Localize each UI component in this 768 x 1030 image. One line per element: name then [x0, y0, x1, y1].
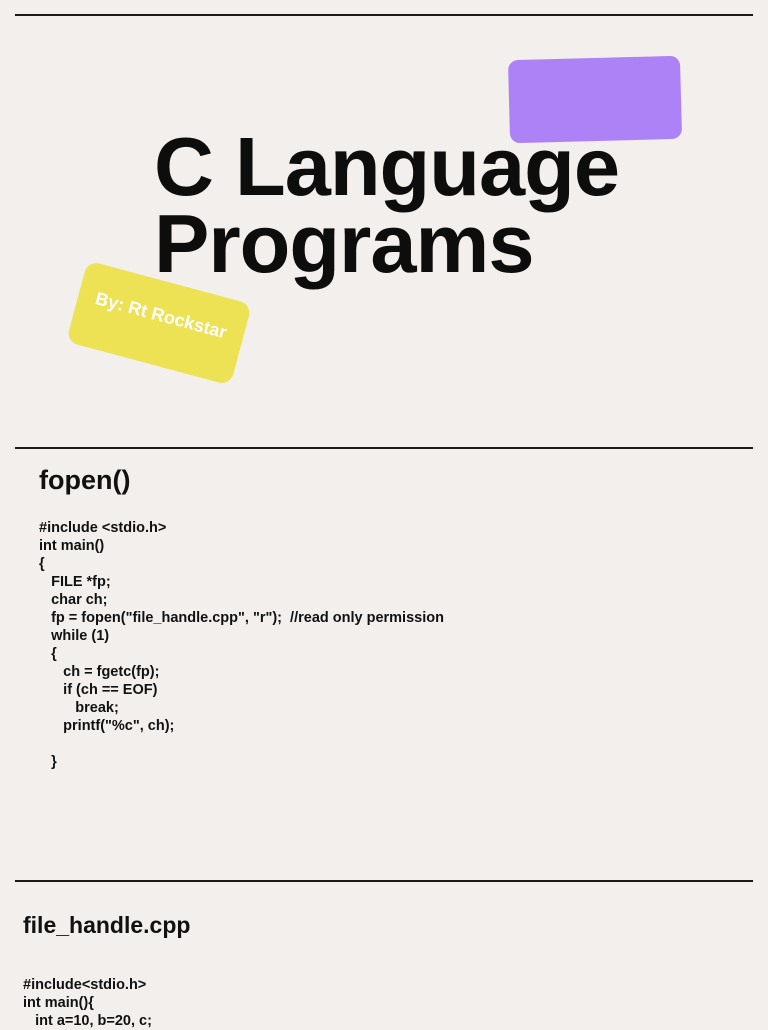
section-title-fopen: fopen() [39, 465, 131, 495]
section-title-file-handle: file_handle.cpp [23, 912, 191, 938]
cover-title [154, 120, 619, 290]
cover-title-line-2: Programs [154, 197, 534, 290]
top-divider [15, 14, 753, 16]
code-block-file-handle: #include<stdio.h> int main(){ int a=10, b=20, c; [23, 977, 152, 1029]
cover-title-line-1: C Language [154, 120, 619, 213]
author-label: By: Rt Rockstar [93, 288, 229, 343]
code-block-fopen: #include <stdio.h> int main() { FILE *fp; char ch; fp = fopen("file_handle.cpp", "r"); //read only permission while (1) { ch = fgetc(fp); if (ch == EOF) break; printf("%c", ch); } [39, 520, 444, 770]
section-divider-2 [15, 880, 753, 882]
section-divider-1 [15, 447, 753, 449]
